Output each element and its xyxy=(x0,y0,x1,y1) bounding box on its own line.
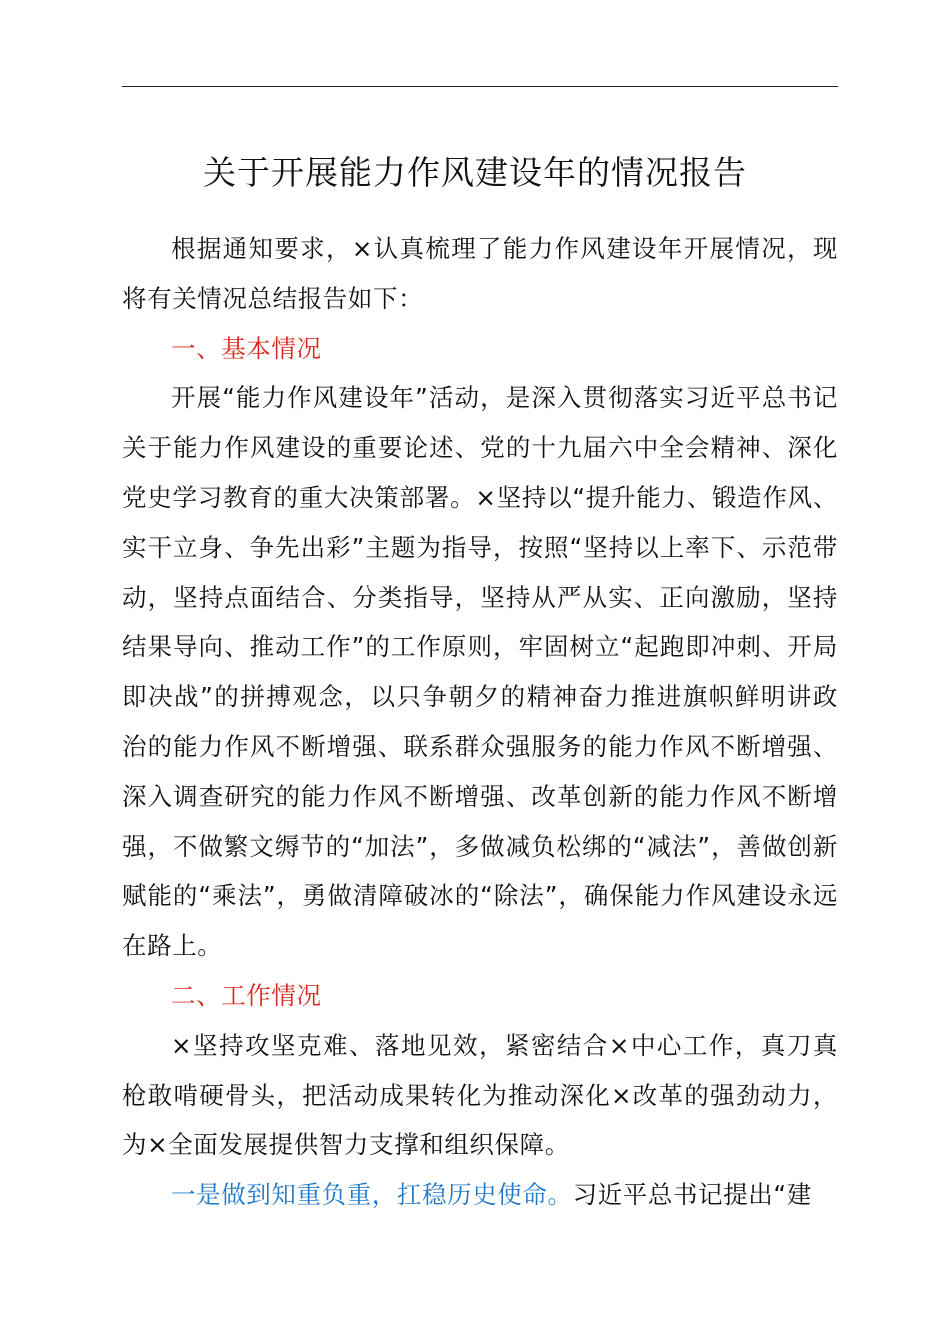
header-rule xyxy=(122,86,838,87)
point-one-text: 习近平总书记提出“建 xyxy=(572,1180,812,1210)
section-heading-work: 二、工作情况 xyxy=(171,980,322,1010)
document-title: 关于开展能力作风建设年的情况报告 xyxy=(203,153,747,192)
intro-paragraph: 根据通知要求，×认真梳理了能力作风建设年开展情况，现将有关情况总结报告如下： xyxy=(122,234,838,313)
document-body xyxy=(122,224,838,1220)
work-situation-paragraph: ×坚持攻坚克难、落地见效，紧密结合×中心工作，真刀真枪敢啃硬骨头，把活动成果转化为推动深化×改革的强劲动力，为×全面发展提供智力支撑和组织保障。 xyxy=(122,1030,838,1160)
point-one-paragraph xyxy=(122,1170,838,1220)
basic-situation-paragraph: 开展“能力作风建设年”活动，是深入贯彻落实习近平总书记关于能力作风建设的重要论述、党的十九届六中全会精神、深化党史学习教育的重大决策部署。×坚持以“提升能力、锻造作风、实干立身、争先出彩”主题为指导，按照“坚持以上率下、示范带动，坚持点面结合、分类指导，坚持从严从实、正向激励，坚持结果导向、推动工作”的工作原则，牢固树立“起跑即冲刺、开局即决战”的拼搏观念，以只争朝夕的精神奋力推进旗帜鲜明讲政治的能力作风不断增强、联系群众强服务的能力作风不断增强、深入调查研究的能力作风不断增强、改革创新的能力作风不断增强，不做繁文缛节的“加法”，多做减负松绑的“减法”，善做创新赋能的“乘法”，勇做清障破冰的“除法”，确保能力作风建设永远在路上。 xyxy=(122,383,838,961)
point-one-lead: 一是做到知重负重，扛稳历史使命。 xyxy=(171,1180,573,1210)
section-heading-basic: 一、基本情况 xyxy=(171,333,322,363)
